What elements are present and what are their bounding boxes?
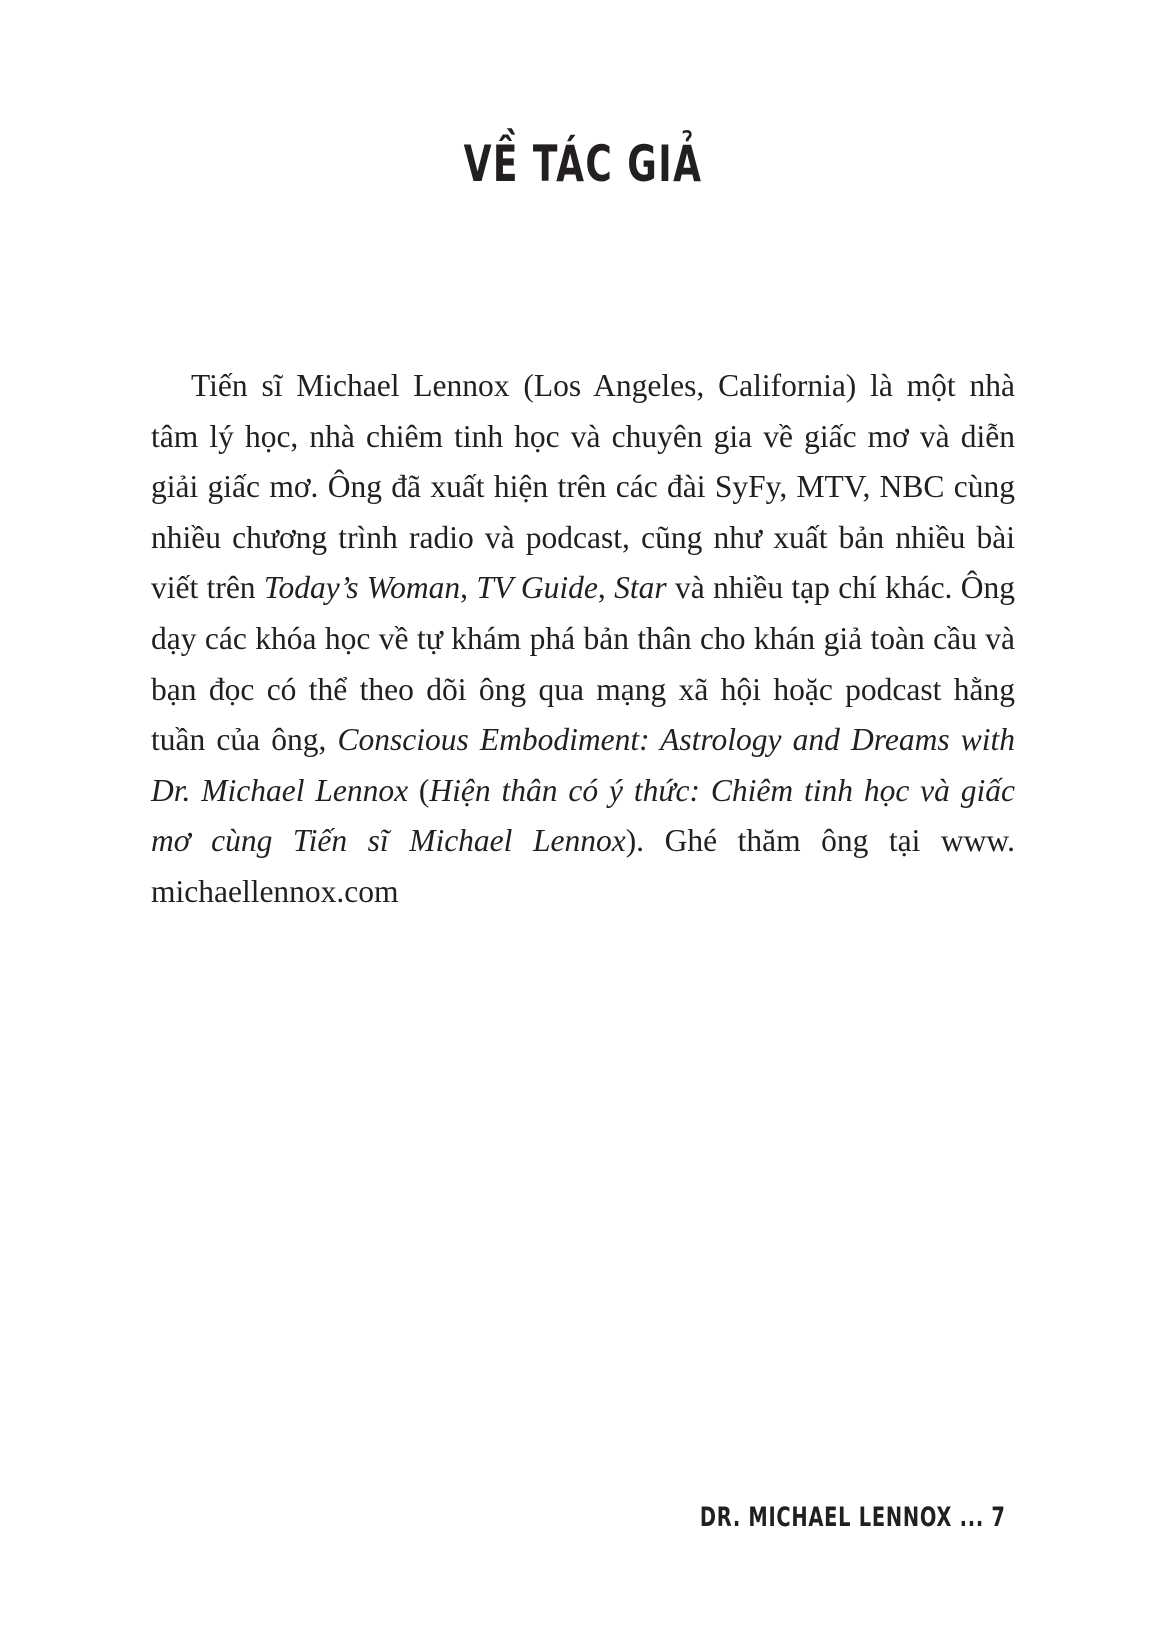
publication-tv-guide: TV Guide [476, 570, 598, 606]
page-title: VỀ TÁC GIẢ [463, 135, 703, 193]
publication-todays-woman: Today’s Woman [263, 570, 461, 606]
open-paren: ( [408, 772, 430, 808]
separator-comma: , [597, 570, 615, 606]
publication-star: Star [614, 570, 667, 606]
author-bio-paragraph [151, 361, 1015, 918]
bio-text-2: và nhiều tạp chí khác. Ông dạy các khóa học về tự khám phá bản thân cho khán giả toàn cầu và bạn đọc có thể theo dõi ông qua mạng xã hội hoặc podcast hằng tuần của ông, [151, 570, 1016, 758]
bio-text-1: Tiến sĩ Michael Lennox (Los Angeles, California) là một nhà tâm lý học, nhà chiêm tinh học và chuyên gia về giấc mơ và diễn giải giấc mơ. Ông đã xuất hiện trên các đài SyFy, MTV, NBC cùng nhiều chương trình radio và podcast, cũng như xuất bản nhiều bài viết trên [151, 368, 1015, 606]
separator-comma: , [460, 570, 477, 606]
page-footer [700, 1502, 1006, 1533]
bio-text-3: ). Ghé thăm ông tại www. michaellennox.com [151, 823, 1015, 909]
footer-separator: ... [959, 1502, 985, 1533]
page-number: 7 [991, 1502, 1006, 1533]
podcast-translation: Hiện thân có ý thức: Chiêm tinh học và giấc mơ cùng Tiến sĩ Michael Lennox [151, 772, 1015, 859]
running-head: DR. MICHAEL LENNOX [700, 1502, 953, 1533]
podcast-title: Conscious Embodiment: Astrology and Dreams with Dr. Michael Lennox [151, 722, 1015, 808]
